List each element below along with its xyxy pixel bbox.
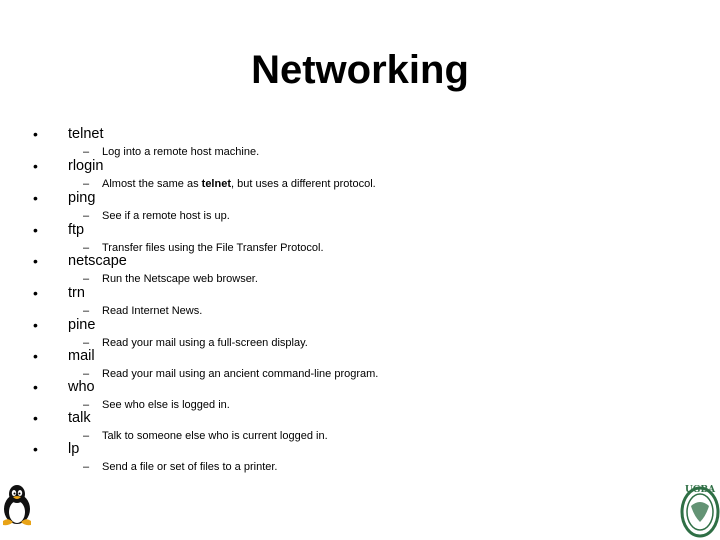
list-item-pine bbox=[0, 317, 720, 349]
list-item-mail bbox=[0, 348, 720, 380]
command-description: Almost the same as telnet, but uses a different protocol. bbox=[102, 178, 376, 190]
list-item-ping bbox=[0, 190, 720, 222]
dash: – bbox=[83, 210, 90, 222]
list-item-trn bbox=[0, 285, 720, 317]
bullet: • bbox=[33, 317, 38, 333]
bullet: • bbox=[33, 253, 38, 269]
list-item-lp bbox=[0, 441, 720, 473]
command-description: Send a file or set of files to a printer. bbox=[102, 461, 278, 473]
command-description: Read Internet News. bbox=[102, 305, 203, 317]
bullet: • bbox=[33, 222, 38, 238]
command-name: talk bbox=[68, 410, 91, 426]
command-description: See if a remote host is up. bbox=[102, 210, 230, 222]
dash: – bbox=[83, 461, 90, 473]
bullet: • bbox=[33, 285, 38, 301]
command-name: lp bbox=[68, 441, 80, 457]
ugba-seal-icon bbox=[674, 476, 720, 540]
bullet: • bbox=[33, 410, 38, 426]
command-description: Transfer files using the File Transfer Protocol. bbox=[102, 242, 324, 254]
dash: – bbox=[83, 178, 90, 190]
bullet: • bbox=[33, 158, 38, 174]
list-item-who bbox=[0, 379, 720, 411]
command-description: See who else is logged in. bbox=[102, 399, 230, 411]
dash: – bbox=[83, 368, 90, 380]
bullet: • bbox=[33, 126, 38, 142]
bullet: • bbox=[33, 348, 38, 364]
command-name: telnet bbox=[68, 126, 104, 142]
command-description: Log into a remote host machine. bbox=[102, 146, 260, 158]
dash: – bbox=[83, 146, 90, 158]
list-item-netscape bbox=[0, 253, 720, 285]
dash: – bbox=[83, 242, 90, 254]
list-item-rlogin bbox=[0, 158, 720, 190]
command-name: ping bbox=[68, 190, 96, 206]
command-name: ftp bbox=[68, 222, 85, 238]
list-item-talk bbox=[0, 410, 720, 442]
dash: – bbox=[83, 430, 90, 442]
dash: – bbox=[83, 273, 90, 285]
bullet: • bbox=[33, 190, 38, 206]
bullet: • bbox=[33, 441, 38, 457]
command-description: Talk to someone else who is current logged in. bbox=[102, 430, 328, 442]
command-description: Read your mail using an ancient command-line program. bbox=[102, 368, 379, 380]
list-item-ftp bbox=[0, 222, 720, 254]
command-description: Read your mail using a full-screen display. bbox=[102, 337, 308, 349]
command-name: rlogin bbox=[68, 158, 104, 174]
command-name: netscape bbox=[68, 253, 127, 269]
command-name: trn bbox=[68, 285, 85, 301]
command-name: mail bbox=[68, 348, 95, 364]
command-name: pine bbox=[68, 317, 96, 333]
dash: – bbox=[83, 305, 90, 317]
command-name: who bbox=[68, 379, 95, 395]
list-item-telnet bbox=[0, 126, 720, 158]
dash: – bbox=[83, 337, 90, 349]
svg-text:UGBA: UGBA bbox=[684, 485, 716, 495]
bullet: • bbox=[33, 379, 38, 395]
dash: – bbox=[83, 399, 90, 411]
command-description: Run the Netscape web browser. bbox=[102, 273, 258, 285]
slide-title: Networking bbox=[251, 48, 469, 92]
tux-penguin-icon bbox=[0, 484, 34, 526]
